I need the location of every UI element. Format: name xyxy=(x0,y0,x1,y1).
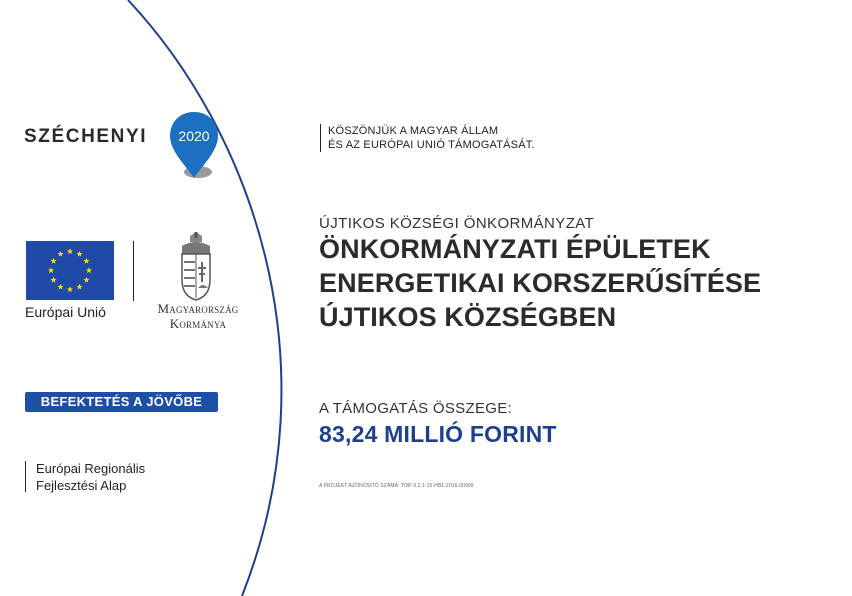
eu-label: Európai Unió xyxy=(25,304,106,320)
project-title xyxy=(319,232,761,334)
amount-label: A TÁMOGATÁS ÖSSZEGE: xyxy=(319,400,512,417)
government-label-line2: Kormánya xyxy=(169,316,227,331)
amount-value: 83,24 MILLIÓ FORINT xyxy=(319,421,557,447)
government-label xyxy=(146,301,250,331)
map-pin-icon xyxy=(168,110,220,182)
fund-name-line1: Európai Regionális xyxy=(36,461,146,476)
project-title-line: ÖNKORMÁNYZATI ÉPÜLETEK xyxy=(319,234,711,264)
szechenyi-logo-text: SZÉCHENYI xyxy=(24,126,148,147)
coat-of-arms-icon xyxy=(176,232,216,302)
eu-flag-icon xyxy=(26,241,114,300)
thanks-text xyxy=(328,124,535,152)
thanks-divider xyxy=(320,124,321,152)
fund-name xyxy=(36,460,145,494)
logo-year: 2020 xyxy=(178,128,210,144)
government-label-line1: Magyarország xyxy=(157,301,239,316)
beneficiary-name: ÚJTIKOS KÖZSÉGI ÖNKORMÁNYZAT xyxy=(319,215,595,232)
project-title-line: ÚJTIKOS KÖZSÉGBEN xyxy=(319,302,617,332)
project-id: A PROJEKT AZONOSÍTÓ SZÁMA: TOP-3.2.1-15-HB1-2016-00009 xyxy=(319,483,474,489)
thanks-line1: KÖSZÖNJÜK A MAGYAR ÁLLAM xyxy=(328,125,499,137)
fund-divider xyxy=(25,461,26,492)
fund-name-line2: Fejlesztési Alap xyxy=(36,478,127,493)
project-title-line: ENERGETIKAI KORSZERŰSÍTÉSE xyxy=(319,268,762,298)
thanks-line2: ÉS AZ EURÓPAI UNIÓ TÁMOGATÁSÁT. xyxy=(328,139,535,151)
logo-divider xyxy=(133,241,134,301)
investment-badge: BEFEKTETÉS A JÖVŐBE xyxy=(25,392,218,412)
